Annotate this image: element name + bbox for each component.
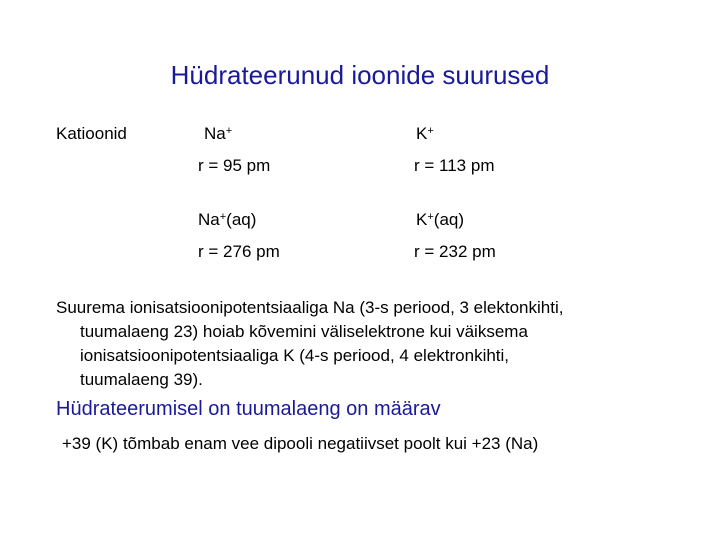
ion-na-aq-charge: + [219, 211, 227, 223]
ion-na-symbol: Na [204, 124, 226, 143]
paragraph-line: ionisatsioonipotentsiaaliga K (4-s periood, 4 elektronkihti, [80, 346, 510, 365]
explanation-paragraph [56, 296, 696, 392]
ion-k-radius: r = 113 pm [414, 156, 495, 175]
paragraph-line: Suurema ionisatsioonipotentsiaaliga Na (3-s periood, 3 elektonkihti, [56, 298, 564, 317]
ion-na-aq-suffix: (aq) [226, 210, 257, 229]
ion-na-aq [198, 210, 256, 230]
ion-k-aq-charge: + [427, 211, 434, 223]
secondary-heading: Hüdrateerumisel on tuumalaeng on määrav [56, 398, 441, 420]
paragraph-line: tuumalaeng 39). [80, 370, 203, 389]
ion-na-radius: r = 95 pm [198, 156, 271, 175]
ion-na-charge: + [225, 125, 233, 137]
ion-na-aq-symbol: Na [198, 210, 220, 229]
row-label-katioonid: Katioonid [56, 124, 127, 143]
ion-na [204, 124, 232, 144]
ion-k-charge: + [427, 125, 434, 137]
ion-k-aq-symbol: K [416, 210, 428, 229]
conclusion-line: +39 (K) tõmbab enam vee dipooli negatiivset poolt kui +23 (Na) [62, 434, 539, 453]
ion-k-symbol: K [416, 124, 428, 143]
slide-title: Hüdrateerunud ioonide suurused [170, 60, 550, 90]
ion-k-aq-radius: r = 232 pm [414, 242, 496, 261]
ion-k-aq [416, 210, 464, 230]
ion-k-aq-suffix: (aq) [433, 210, 465, 229]
ion-k [416, 124, 434, 144]
paragraph-line: tuumalaeng 23) hoiab kõvemini väliselektrone kui väiksema [80, 322, 528, 341]
ion-na-aq-radius: r = 276 pm [198, 242, 280, 261]
